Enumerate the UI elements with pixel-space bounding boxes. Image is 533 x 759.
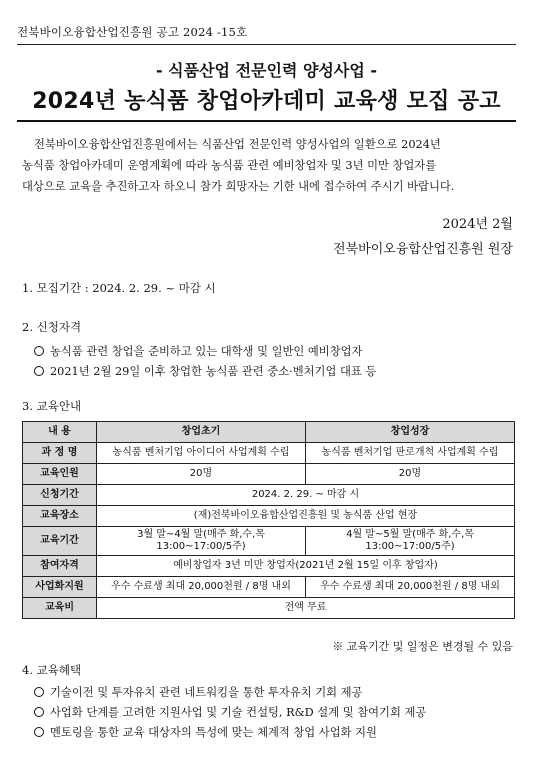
doc-title: 2024년 농식품 창업아카데미 교육생 모집 공고 (32, 89, 501, 114)
intro-paragraph (22, 134, 512, 197)
table-row (23, 527, 515, 556)
section-recruit-period: 1. 모집기간 : 2024. 2. 29. ~ 마감 시 (22, 281, 216, 295)
intro-line: 농식품 창업아카데미 운영계획에 따라 농식품 관련 예비창업자 및 3년 미만 창업자를 (22, 159, 437, 172)
table-cell: 전액 무료 (97, 598, 515, 619)
table-cell: 농식품 벤처기업 판로개척 사업계획 수립 (306, 443, 515, 464)
table-row (23, 443, 515, 464)
table-cell: 농식품 벤처기업 아이디어 사업계획 수립 (97, 443, 306, 464)
row-label: 과 정 명 (23, 443, 97, 464)
table-cell: 예비창업자 3년 미만 창업자(2021년 2월 15일 이후 창업자) (97, 556, 515, 577)
table-row (23, 577, 515, 598)
title-divider (17, 120, 516, 122)
table-cell: 20명 (97, 464, 306, 485)
table-row (23, 598, 515, 619)
intro-line: 전북바이오융합산업진흥원에서는 식품산업 전문인력 양성사업의 일환으로 2024년 (34, 138, 441, 151)
table-cell: 우수 수료생 최대 20,000천원 / 8명 내외 (306, 577, 515, 598)
circle-bullet-icon (34, 366, 44, 376)
list-item-text: 기술이전 및 투자유치 관련 네트워킹을 통한 투자유치 기회 제공 (50, 686, 363, 699)
cell-line: 13:00~17:00/5주) (156, 541, 246, 552)
section-education-info: 3. 교육안내 (22, 399, 82, 413)
list-item-text: 멘토링을 통한 교육 대상자의 특성에 맞는 체계적 창업 사업화 지원 (50, 726, 377, 739)
circle-bullet-icon (34, 727, 44, 737)
circle-bullet-icon (34, 346, 44, 356)
schedule-note: ※ 교육기간 및 일정은 변경될 수 있음 (332, 640, 513, 653)
list-item (34, 684, 362, 700)
table-header-row (23, 422, 515, 443)
cell-line: 4월 말~5월 말(매주 화,수,목 (346, 529, 474, 540)
education-info-table (22, 421, 515, 619)
circle-bullet-icon (34, 687, 44, 697)
list-item (34, 724, 377, 740)
table-row (23, 485, 515, 506)
cell-line: 3월 말~4월 말(매주 화,수,목 (137, 529, 265, 540)
notice-date: 2024년 2월 (442, 217, 513, 232)
table-header-cell: 내 용 (23, 422, 97, 443)
section-eligibility: 2. 신청자격 (22, 320, 82, 334)
table-cell (306, 527, 515, 556)
row-label: 사업화지원 (23, 577, 97, 598)
table-row (23, 464, 515, 485)
list-item-text: 농식품 관련 창업을 준비하고 있는 대학생 및 일반인 예비창업자 (50, 345, 363, 358)
table-cell (97, 527, 306, 556)
doc-subtitle: - 식품산업 전문인력 양성사업 - (155, 61, 378, 80)
list-item (34, 363, 376, 379)
row-label: 신청기간 (23, 485, 97, 506)
row-label: 교육장소 (23, 506, 97, 527)
table-header-cell: 창업성장 (306, 422, 515, 443)
header-divider (17, 44, 516, 45)
intro-line: 대상으로 교육을 추진하고자 하오니 참가 희망자는 기한 내에 접수하여 주시기 바랍니다. (22, 180, 455, 193)
list-item (34, 343, 362, 359)
table-row (23, 556, 515, 577)
table-cell: (재)전북바이오융합산업진흥원 및 농식품 산업 현장 (97, 506, 515, 527)
notice-code: 전북바이오융합산업진흥원 공고 2024 -15호 (17, 25, 248, 39)
list-item-text: 2021년 2월 29일 이후 창업한 농식품 관련 중소·벤처기업 대표 등 (50, 365, 377, 378)
issuer-org: 전북바이오융합산업진흥원 원장 (333, 242, 513, 257)
table-cell: 우수 수료생 최대 20,000천원 / 8명 내외 (97, 577, 306, 598)
row-label: 교육인원 (23, 464, 97, 485)
circle-bullet-icon (34, 707, 44, 717)
row-label: 참여자격 (23, 556, 97, 577)
table-cell: 20명 (306, 464, 515, 485)
table-cell: 2024. 2. 29. ~ 마감 시 (97, 485, 515, 506)
cell-line: 13:00~17:00/5주) (365, 541, 455, 552)
list-item (34, 704, 426, 720)
row-label: 교육기간 (23, 527, 97, 556)
list-item-text: 사업화 단계를 고려한 지원사업 및 기술 컨설팅, R&D 설계 및 참여기회 제공 (50, 706, 427, 719)
row-label: 교육비 (23, 598, 97, 619)
section-benefits: 4. 교육혜택 (22, 663, 82, 677)
table-row (23, 506, 515, 527)
table-header-cell: 창업초기 (97, 422, 306, 443)
